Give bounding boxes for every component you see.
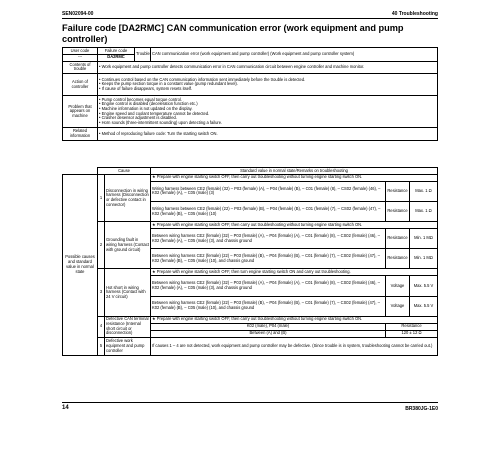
user-code-label: User code [63, 48, 98, 55]
model-code: BR380JG-1E0 [405, 406, 438, 412]
cause-3-text: Hot short in wiring harness (Contact with 24 V circuit) [105, 269, 151, 316]
related-label: Related information [63, 128, 98, 140]
cause-1-text: Disconnection in wiring harness (Disconnection or defective contact in connector) [105, 174, 151, 221]
contents-text: • Work equipment and pump controller detects communication error in CAN communication circuit between engine controller and machine monitor. [98, 61, 438, 73]
cause-1-check-2: Wiring harness between CE2 (female) (22) – P03 (female) (B), – P04 (female) (B), – C01 (female) (7), – CS02 (female) (47), – K02 (female) (B), – C05 (male) (10) [151, 201, 386, 221]
trouble-label: Trouble [135, 48, 151, 62]
failure-info-table [62, 47, 438, 141]
cause-header: Cause [98, 168, 151, 175]
cause-5-note: If causes 1 – 4 are not detected, work equipment and pump controller may be defective. (Since trouble is in system, troubleshooting cannot be carried out.) [151, 337, 438, 355]
cause-4-sub-left: Between (A) and (B) [151, 330, 386, 337]
related-text: • Method of reproducing failure code: Turn the starting switch ON. [98, 128, 438, 140]
section-title: 40 Troubleshooting [391, 11, 438, 17]
cause-1-note: ★ Prepare with engine starting switch OFF, then carry out troubleshooting without turning engine starting switch ON. [151, 174, 438, 181]
cause-4-sub-header-left: K02 (male), P04 (male) [151, 323, 386, 330]
cause-2-check-2-type: Resistance [385, 249, 409, 269]
cause-4-sub-header-right: Resistance [385, 323, 437, 330]
cause-2-text: Grounding fault in wiring harness (Contact with ground circuit) [105, 222, 151, 269]
possible-causes-label: Possible causes and standard value in normal state [63, 174, 98, 355]
failure-code-label: Failure code [98, 48, 135, 55]
cause-2-check-2-value: Min. 1 MΩ [409, 249, 437, 269]
cause-2-check-2: Between wiring harness CE2 (female) (22) – P03 (female) (B), – P04 (female) (B), – C01 (female) (7), – CS02 (female) (47), – K02 (female) (B), – C05 (male) (10), and chassis ground [151, 249, 386, 269]
page-title: Failure code [DA2RMC] CAN communication error (work equipment and pump controller) [62, 23, 404, 44]
cause-4-number: 4 [98, 316, 105, 337]
action-text: • Continues control based on the CAN communication information sent immediately before the trouble is detected. • Keeps the pump section torque in a constant value (pump redundant level). • If cause of failure disappears, system resets itself. [98, 73, 438, 95]
cause-2-note: ★ Prepare with engine starting switch OFF, then carry out troubleshooting without turning engine starting switch ON. [151, 222, 438, 229]
cause-3-check-1-type: Voltage [385, 276, 409, 296]
problem-text: • Pump control becomes equal torque control. • Engine control is disabled (deceleration function etc.) • Machine information is not updated on the display. • Engine speed and coolant temperature cannot be detected. • Crasher desensor adjustment is disabled. • Horn sounds (three-intermittent sounding) upon detecting a failure. [98, 96, 438, 128]
cause-4-text: Defective CAN terminal resistance (Internal short circuit or disconnection) [106, 316, 149, 336]
cause-2-check-1-value: Min. 1 MΩ [409, 229, 437, 249]
doc-id: SEN02094-00 [62, 11, 94, 17]
cause-2-check-1-type: Resistance [385, 229, 409, 249]
cause-1-check-1-value: Max. 1 Ω [409, 181, 437, 201]
cause-3-note: ★ Prepare with engine starting switch OFF, then turn engine starting switch ON and carry out troubleshooting. [151, 269, 438, 276]
trouble-text: CAN communication error (work equipment and pump controller) (Work equipment and pump controller system) [151, 48, 438, 62]
cause-3-check-2: Between wiring harness CE2 (female) (22) – P03 (female) (B), – P04 (female) (B), – C01 (female) (7), – CS02 (female) (47), – K02 (female) (B), – C05 (male) (10), and chassis ground [151, 296, 386, 316]
cause-1-number: 1 [98, 174, 105, 221]
user-code-value: --- [63, 54, 98, 61]
failure-code-value: DA2RMC [98, 54, 135, 61]
cause-5-text: Defective work equipment and pump controller [105, 337, 151, 355]
problem-label: Problem that appears on machine [63, 96, 98, 128]
action-label: Action of controller [63, 73, 98, 95]
cause-3-check-2-type: Voltage [385, 296, 409, 316]
cause-4-note: ★ Prepare with engine starting switch OFF, then carry out troubleshooting without turning engine starting switch ON. [151, 316, 438, 323]
cause-3-number: 3 [98, 269, 105, 316]
page-number: 14 [62, 405, 69, 411]
cause-1-check-1-type: Resistance [385, 181, 409, 201]
cause-2-check-1: Between wiring harness CE2 (female) (32) – P03 (female) (A), – P04 (female) (A), – C01 (female) (8), – CS02 (female) (46), – K02 (female) (A), – C05 (male) (3), and chassis ground [151, 229, 386, 249]
standard-header: Standard value in normal state/Remarks on troubleshooting [151, 168, 438, 175]
contents-label: Contents of trouble [63, 61, 98, 73]
cause-3-check-1-value: Max. 5.5 V [409, 276, 437, 296]
cause-5-number: 5 [98, 337, 105, 355]
header-rule [62, 18, 438, 19]
cause-3-check-2-value: Max. 5.5 V [409, 296, 437, 316]
cause-2-number: 2 [98, 222, 105, 269]
causes-table [62, 167, 438, 356]
footer-rule [62, 402, 438, 403]
cause-4-sub-right: 120 ± 12 Ω [385, 330, 437, 337]
cause-3-check-1: Between wiring harness CE2 (female) (32) – P03 (female) (A), – P04 (female) (A), – C01 (female) (8), – CS02 (female) (46), – K02 (female) (A), – C05 (male) (3), and chassis ground [151, 276, 386, 296]
cause-1-check-1: Wiring harness between CE2 (female) (32) – P03 (female) (A), – P04 (female) (B), – C01 (female) (8), – CS02 (female) (46), – K02 (female) (A), – C05 (male) (3) [151, 181, 386, 201]
cause-1-check-2-type: Resistance [385, 201, 409, 221]
cause-1-check-2-value: Max. 1 Ω [409, 201, 437, 221]
